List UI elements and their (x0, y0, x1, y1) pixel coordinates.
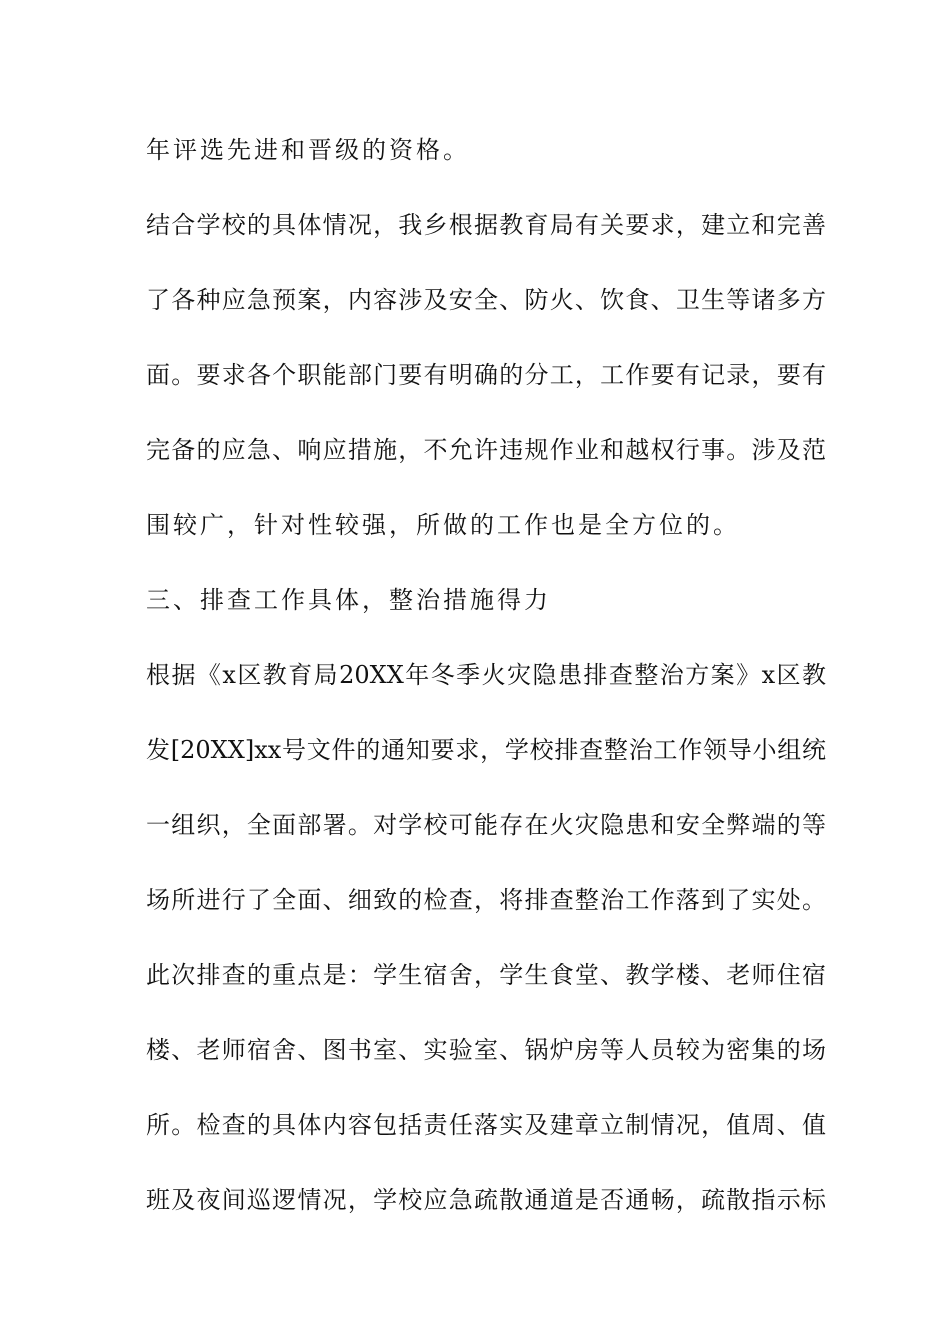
paragraph-line: 根据《x区教育局20XX年冬季火灾隐患排查整治方案》x区教 (146, 661, 826, 689)
paragraph-line: 面。要求各个职能部门要有明确的分工，工作要有记录，要有 (146, 361, 826, 389)
paragraph-line: 所。检查的具体内容包括责任落实及建章立制情况，值周、值 (146, 1111, 826, 1139)
paragraph-line: 了各种应急预案，内容涉及安全、防火、饮食、卫生等诸多方 (146, 286, 826, 314)
paragraph-line: 围较广，针对性较强，所做的工作也是全方位的。 (146, 511, 740, 539)
paragraph-line: 完备的应急、响应措施，不允许违规作业和越权行事。涉及范 (146, 436, 826, 464)
paragraph-line: 一组织，全面部署。对学校可能存在火灾隐患和安全弊端的等 (146, 811, 826, 839)
paragraph-line: 发[20XX]xx号文件的通知要求，学校排查整治工作领导小组统 (146, 736, 826, 764)
paragraph-line: 年评选先进和晋级的资格。 (146, 136, 470, 164)
paragraph-line: 场所进行了全面、细致的检查，将排查整治工作落到了实处。 (146, 886, 826, 914)
paragraph-line: 结合学校的具体情况，我乡根据教育局有关要求，建立和完善 (146, 211, 826, 239)
paragraph-line: 楼、老师宿舍、图书室、实验室、锅炉房等人员较为密集的场 (146, 1036, 826, 1064)
paragraph-line: 此次排查的重点是：学生宿舍，学生食堂、教学楼、老师住宿 (146, 961, 826, 989)
section-heading: 三、排查工作具体，整治措施得力 (146, 586, 551, 614)
paragraph-line: 班及夜间巡逻情况，学校应急疏散通道是否通畅，疏散指示标 (146, 1186, 826, 1214)
